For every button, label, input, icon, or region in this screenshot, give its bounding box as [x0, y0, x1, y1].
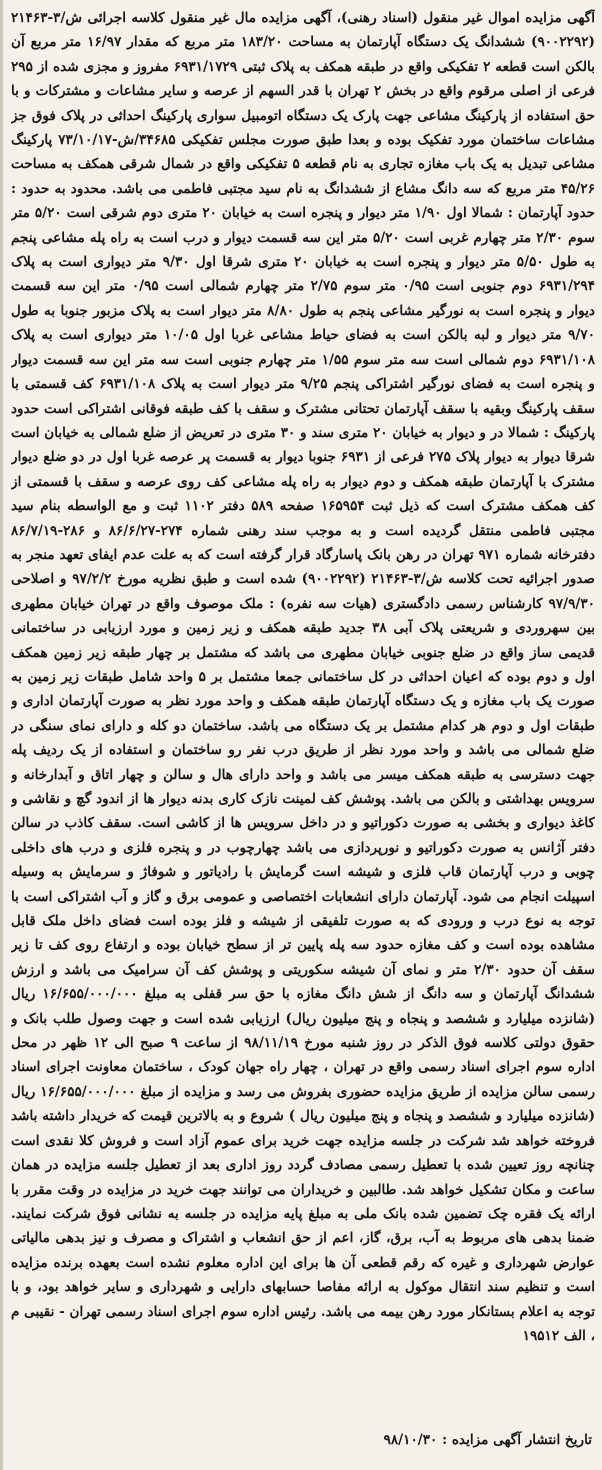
publish-date-label: تاریخ انتشار آگهی مزایده :: [442, 1432, 592, 1448]
auction-notice-text: آگهی مزایده اموال غیر منقول (اسناد رهنی)، آگهی مزایده مال غیر منقول کلاسه اجرائی ش/۳-۲۱۴۶۳ (۹۰۰۲۲۹۲) ششدانگ یک دستگاه آپارتمان به مساحت ۱۸۳/۲۰ متر مربع که مقدار ۱۶/۹۷ متر مربع آن بالکن است قطعه ۲ تفکیکی واقع در طبقه همکف به پلاک ثبتی ۶۹۳۱/۱۷۲۹ مفروز و مجزی شده از ۲۹۵ فرعی از اصلی مرقوم واقع در بخش ۲ تهران با قدر السهم از عرصه و سایر مشاعات و مشترکات و با حق استفاده از پارکینگ مشاعی جهت پارک یک دستگاه اتومبیل سواری پارکینگ احداثی در پلاک فوق جز مشاعات ساختمان مورد تفکیک بوده و بعدا طبق صورت مجلس تفکیکی ۳۴۶۸۵/ش-۷۳/۱۰/۱۷ پارکینگ مشاعی تبدیل به یک باب مغازه تجاری به نام قطعه ۵ تفکیکی واقع در شمال شرقی همکف به مساحت ۴۵/۲۶ متر مربع که سه دانگ مشاع از ششدانگ به نام سید مجتبی فاطمی می باشد. محدود به حدود : حدود آپارتمان : شمالا اول ۱/۹۰ متر دیوار و پنجره است به خیابان ۲۰ متری دوم شرقی است ۵/۲۰ متر سوم ۲/۳۰ متر چهارم غربی است ۵/۲۰ متر این سه قسمت دیوار و درب است به راه پله مشاعی پنجم به طول ۵/۵۰ متر دیوار و پنجره است به خیابان ۲۰ متری شرقا اول ۹/۳۰ متر دیواری است به پلاک ۶۹۳۱/۲۹۴ دوم جنوبی است ۰/۹۵ متر سوم ۲/۷۵ متر چهارم شمالی است ۰/۹۵ متر این سه قسمت دیوار و پنجره است به نورگیر مشاعی پنجم به طول ۸/۸۰ متر دیوار است به پلاک مزبور جنوبا به طول ۹/۷۰ متر دیوار و لبه بالکن است به فضای حیاط مشاعی غربا اول ۱۰/۰۵ متر دیواری است به پلاک ۶۹۳۱/۱۰۸ دوم شمالی است سه متر سوم ۱/۵۵ متر چهارم جنوبی است سه متر این سه قسمت دیوار و پنجره است به فضای نورگیر اشتراکی پنجم ۹/۲۵ متر دیوار است به پلاک ۶۹۳۱/۱۰۸ کف قسمتی با سقف پارکینگ وبقیه با سقف آپارتمان تحتانی مشترک و سقف با کف طبقه فوقانی اشتراکی است حدود پارکینگ : شمالا در و دیوار به خیابان ۲۰ متری سند و ۳۰ متری در تعریض از ضلع شمالی به خیابان است شرقا دیوار به دیوار پلاک ۲۷۵ فرعی از ۶۹۳۱ جنوبا دیوار به قسمت پر عرصه غربا اول در دو ضلع دیوار مشترک با آپارتمان طبقه همکف و دوم دیوار به راه پله مشاعی کف روی عرصه و سقف با قسمتی از کف همکف مشترک است که ذیل ثبت ۱۶۵۹۵۴ صفحه ۵۸۹ دفتر ۱۱۰۲ ثبت و مع الواسطه بنام سید مجتبی فاطمی منتقل گردیده است و به موجب سند رهنی شماره ۲۷۴-۸۶/۶/۲۷ و ۲۸۶-۸۶/۷/۱۹ دفترخانه شماره ۹۷۱ تهران در رهن بانک پاسارگاد قرار گرفته است که به علت عدم ایفای تعهد منجر به صدور اجرائیه تحت کلاسه ش/۳-۲۱۴۶۳ (۹۰۰۲۲۹۲) شده است و طبق نظریه مورخ ۹۷/۲/۲ و اصلاحی ۹۷/۹/۳۰ کارشناس رسمی دادگستری (هیات سه نفره) : ملک موصوف واقع در تهران خیابان مطهری بین سهروردی و شریعتی پلاک آبی ۳۸ جدید طبقه همکف و زیر زمین و مورد ارزیابی در ساختمانی قدیمی ساز واقع در ضلع جنوبی خیابان مطهری می باشد که مشتمل بر چهار طبقه زیر زمین همکف اول و دوم بوده که اعیان احداثی در کل ساختمانی جمعا مشتمل بر ۵ واحد شامل طبقات زیر زمین به صورت یک باب مغازه و یک دستگاه آپارتمان طبقه همکف و واحد مورد نظر به صورت آپارتمان اداری و طبقات اول و دوم هر کدام مشتمل بر یک دستگاه می باشد. ساختمان دو کله و دارای نمای سنگی در ضلع شمالی می باشد و واحد مورد نظر از طریق درب نفر رو ساختمان و استفاده از یک ردیف پله جهت دسترسی به طبقه همکف میسر می باشد و واحد دارای هال و سالن و چهار اتاق و آبدارخانه و سرویس بهداشتی و بالکن می باشد. پوشش کف لمینت نازک کاری بدنه دیوار ها از اندود گچ و نقاشی و کاغذ دیواری و بخشی به صورت دکوراتیو و در داخل سرویس ها از کاشی است. سقف کاذب در سالن دفتر آژانس به صورت دکوراتیو و نورپردازی می باشد چهارچوب در و پنجره فلزی و درب های داخلی چوبی و درب آپارتمان قاب فلزی و شیشه است گرمایش با رادیاتور و شوفاژ و سرمایش به وسیله اسپیلت انجام می شود. آپارتمان دارای انشعابات اختصاصی و عمومی برق و گاز و آب اشتراکی است با توجه به نوع درب و ورودی که به صورت تلفیقی از شیشه و فلز بوده است فضای داخل ملک قابل مشاهده بوده است و کف مغازه حدود سه پله پایین تر از سطح خیابان بوده و ارتفاع روی کف تا زیر سقف آن حدود ۲/۳۰ متر و نمای آن شیشه سکوریتی و پوشش کف آن سرامیک می باشد و ارزش ششدانگ آپارتمان و سه دانگ از شش دانگ مغازه با حق سر قفلی به مبلغ ۱۶/۶۵۵/۰۰۰/۰۰۰ ریال (شانزده میلیارد و ششصد و پنجاه و پنج میلیون ریال) ارزیابی شده است و جهت وصول طلب بانک و حقوق دولتی کلاسه فوق الذکر در روز شنبه مورخ ۹۸/۱۱/۱۹ از ساعت ۹ صبح الی ۱۲ ظهر در محل اداره سوم اجرای اسناد رسمی واقع در تهران ، چهار راه جهان کودک ، ساختمان معاونت اجرای اسناد رسمی سالن مزایده از طریق مزایده حضوری بفروش می رسد و مزایده از مبلغ ۱۶/۶۵۵/۰۰۰/۰۰۰ ریال (شانزده میلیارد و ششصد و پنجاه و پنج میلیون ریال ) شروع و به بالاترین قیمت که خریدار داشته باشد فروخته خواهد شد شرکت در جلسه مزایده جهت خرید برای عموم آزاد است و فروش کلا نقدی است چنانچه روز تعیین شده با تعطیل رسمی مصادف گردد روز اداری بعد از تعطیل جلسه مزایده در همان ساعت و مکان تشکیل خواهد شد. طالبین و خریداران می توانند جهت خرید در مزایده در وقت مقرر با ارائه یک فقره چک تضمین شده بانک ملی به مبلغ پایه مزایده در جلسه به نشانی فوق شرکت نمایند. ضمنا بدهی های مربوط به آب، برق، گاز، اعم از حق انشعاب و اشتراک و مصرف و نیز بدهی مالیاتی عوارض شهرداری و غیره که رقم قطعی آن ها برای این اداره معلوم نشده است بعهده برنده مزایده است و تنظیم سند انتقال موکول به ارائه مفاصا حسابهای دارایی و شهرداری و سایر خواهد بود، و با توجه به اعلام بستانکار مورد رهن بیمه می باشد. رئیس اداره سوم اجرای اسناد رسمی تهران - نقیبی م ، الف ۱۹۵۱۲: [11, 10, 595, 1344]
publication-date-line: [11, 1428, 592, 1452]
publish-date-value: ۹۸/۱۰/۳۰: [383, 1432, 438, 1448]
